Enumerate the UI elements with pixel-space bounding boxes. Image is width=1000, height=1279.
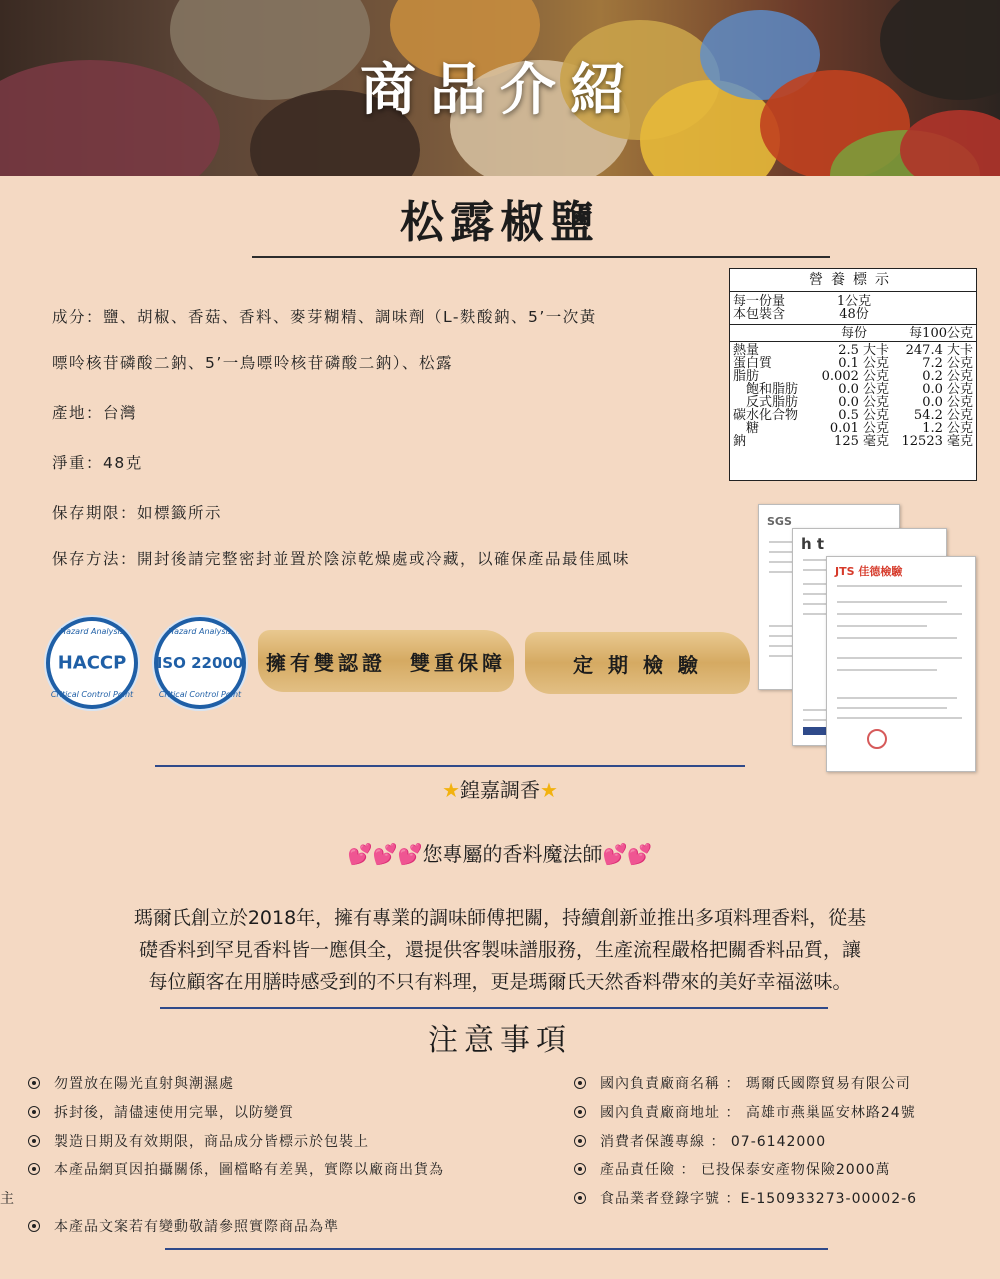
per-100g-value: 0.2 公克 [922, 369, 973, 384]
bullet-icon [28, 1135, 40, 1147]
bullet-icon [28, 1077, 40, 1089]
net-weight-line: 淨重：48克 [52, 454, 143, 472]
col-per-serving: 每份 [840, 326, 867, 341]
hot-logo: h t [801, 535, 825, 553]
slogan-line [0, 838, 1000, 867]
serving-size-value: 1公克 [836, 294, 872, 309]
jts-logo: JTS 佳德檢驗 [835, 565, 903, 578]
notice-item: 製造日期及有效期限，商品成分皆標示於包裝上 [28, 1131, 369, 1151]
haccp-arc-bottom: Critical Control Point [50, 690, 134, 699]
banner-title: 商品介紹 [360, 57, 640, 123]
per-100g-value: 0.0 公克 [922, 395, 973, 410]
nutrient-name: 熱量 [733, 343, 760, 358]
star-icon: ★ [442, 778, 460, 802]
brand-name: 鍠嘉調香 [460, 778, 540, 802]
bullet-icon [574, 1106, 586, 1118]
story-line-3: 每位顧客在用膳時感受到的不只有料理，更是瑪爾氏天然香料帶來的美好幸福滋味。 [148, 971, 852, 993]
brand-line [0, 774, 1000, 803]
per-100g-value: 54.2 公克 [913, 408, 973, 423]
nutrition-label [729, 268, 977, 481]
per-serving-value: 0.002 公克 [821, 369, 889, 384]
title-divider [252, 256, 830, 258]
bullet-icon [574, 1135, 586, 1147]
notice-item-continued: 主 [0, 1191, 15, 1207]
notice-item: 本產品文案若有變動敬請參照實際商品為準 [28, 1216, 339, 1236]
bullet-icon [574, 1192, 586, 1204]
nutrient-name: 飽和脂肪 [733, 382, 799, 397]
bullet-icon [28, 1220, 40, 1232]
per-100g-value: 247.4 大卡 [905, 343, 973, 358]
slogan-text: 您專屬的香料魔法師 [422, 842, 603, 866]
star-icon: ★ [540, 778, 558, 802]
product-name: 松露椒鹽 [400, 197, 600, 248]
bullet-icon [28, 1163, 40, 1175]
nutrient-name: 鈉 [733, 434, 747, 449]
company-info-item: 國內負責廠商地址 ： 高雄市燕巢區安林路24號 [574, 1102, 916, 1122]
per-100g-value: 1.2 公克 [922, 421, 973, 436]
section-divider-2 [160, 1007, 828, 1009]
serving-size-label: 每一份量 [733, 294, 786, 309]
brand-story [60, 902, 940, 998]
haccp-badge [46, 617, 138, 709]
per-serving-value: 0.1 公克 [838, 356, 889, 371]
iso-text: ISO 22000 [156, 654, 244, 672]
nutrient-name: 糖 [733, 421, 760, 436]
bullet-icon [574, 1163, 586, 1175]
nutrient-name: 脂肪 [733, 369, 760, 384]
haccp-arc-top: Hazard Analysis [60, 627, 124, 636]
ingredients-line-2: 嘌呤核苷磷酸二鈉、5’一鳥嘌呤核苷磷酸二鈉）、松露 [52, 354, 454, 372]
origin-line: 產地：台灣 [52, 404, 138, 422]
notice-item: 本產品網頁因拍攝關係，圖檔略有差異，實際以廠商出貨為 [28, 1159, 444, 1179]
nutrient-name: 反式脂肪 [733, 395, 799, 410]
nutrient-name: 碳水化合物 [733, 408, 799, 423]
notice-item: 拆封後，請儘速使用完畢，以防變質 [28, 1102, 294, 1122]
per-serving-value: 0.0 公克 [838, 382, 889, 397]
col-per-100g: 每100公克 [909, 326, 973, 341]
per-serving-value: 125 毫克 [834, 434, 889, 449]
ingredients-line-1: 成分：鹽、胡椒、香菇、香料、麥芽糊精、調味劑（L-麩酸鈉、5’一次黃 [52, 308, 597, 326]
hearts-icon: 💕💕 [602, 842, 653, 866]
iso-arc-top: Hazard Analysis [168, 627, 232, 636]
section-divider-3 [165, 1248, 828, 1250]
haccp-text: HACCP [57, 652, 127, 674]
iso22000-badge [154, 617, 246, 709]
per-100g-value: 0.0 公克 [922, 382, 973, 397]
iso-arc-bottom: Critical Control Point [158, 690, 242, 699]
nutrient-name: 蛋白質 [733, 356, 773, 371]
company-info-item: 產品責任險 ： 已投保泰安產物保險2000萬 [574, 1159, 891, 1179]
per-serving-value: 2.5 大卡 [838, 343, 889, 358]
hero-banner [0, 0, 1000, 176]
jts-certificate [826, 556, 976, 772]
bullet-icon [574, 1077, 586, 1089]
bullet-icon [28, 1106, 40, 1118]
story-line-2: 礎香料到罕見香料皆一應俱全，還提供客製味譜服務，生產流程嚴格把關香料品質，讓 [138, 939, 861, 961]
sgs-logo: SGS [767, 515, 792, 528]
notice-title: 注意事項 [428, 1023, 572, 1058]
inspection-banner: 定 期 檢 驗 [525, 632, 750, 694]
company-info-item: 食品業者登錄字號 ：E-150933273-00002-6 [574, 1188, 917, 1208]
story-line-1: 瑪爾氏創立於2018年，擁有專業的調味師傅把關，持續創新並推出多項料理香料，從基 [133, 907, 867, 929]
package-servings-label: 本包裝含 [733, 307, 786, 322]
storage-line: 保存方法：開封後請完整密封並置於陰涼乾燥處或冷藏，以確保產品最佳風味 [52, 550, 631, 568]
hearts-icon: 💕💕💕 [347, 842, 423, 866]
notice-item: 勿置放在陽光直射與潮濕處 [28, 1073, 234, 1093]
certified-banner: 擁有雙認證 雙重保障 [258, 630, 514, 692]
company-info-item: 消費者保護專線 ： 07-6142000 [574, 1131, 826, 1151]
shelf-life-line: 保存期限：如標籤所示 [52, 504, 223, 522]
per-serving-value: 0.5 公克 [838, 408, 889, 423]
per-100g-value: 7.2 公克 [922, 356, 973, 371]
company-info-item: 國內負責廠商名稱 ： 瑪爾氏國際貿易有限公司 [574, 1073, 911, 1093]
per-serving-value: 0.0 公克 [838, 395, 889, 410]
per-serving-value: 0.01 公克 [829, 421, 889, 436]
nutrition-title: 營養標示 [730, 269, 976, 292]
section-divider-1 [155, 765, 745, 767]
per-100g-value: 12523 毫克 [901, 434, 973, 449]
nutrition-row [730, 435, 976, 448]
package-servings-value: 48份 [839, 307, 869, 322]
